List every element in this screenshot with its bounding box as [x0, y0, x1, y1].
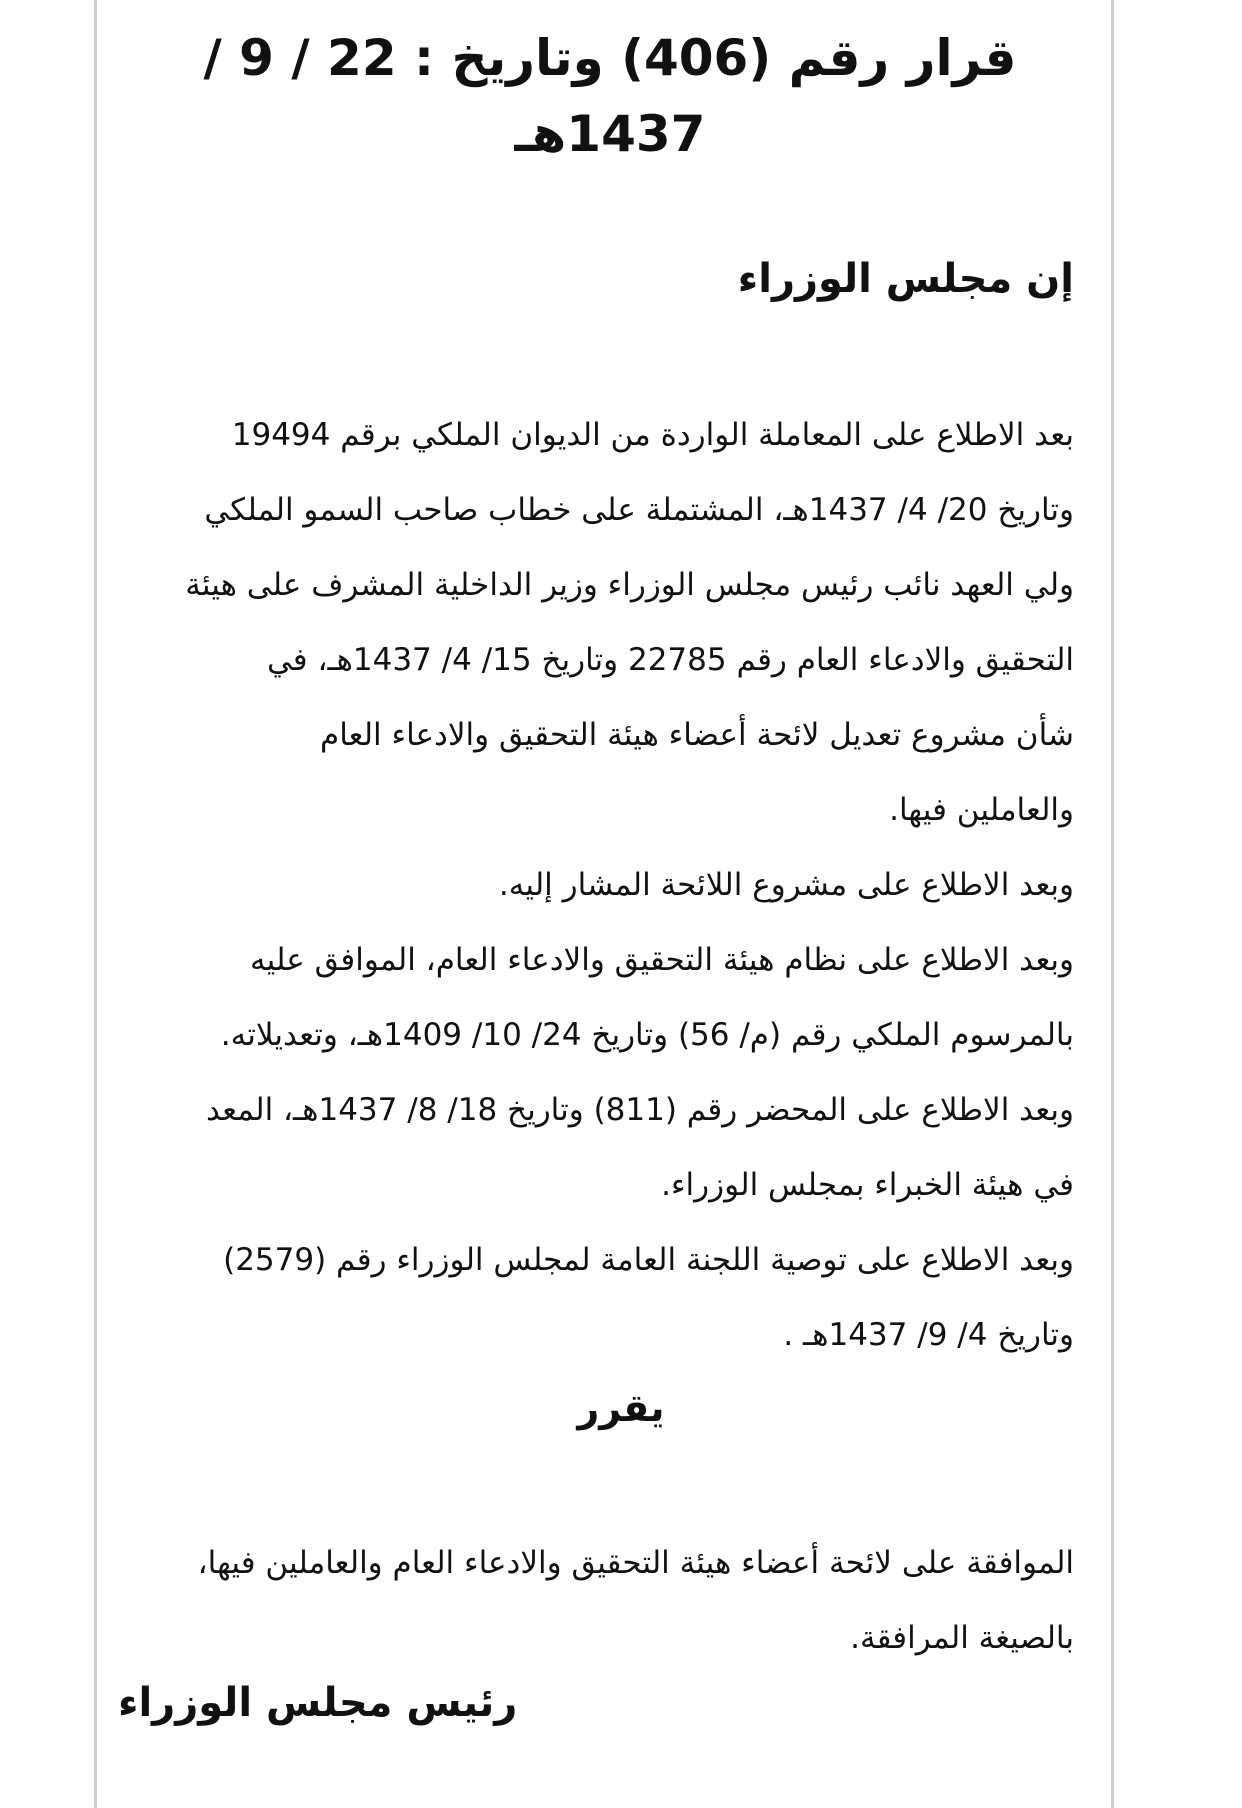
- preamble-line: وبعد الاطلاع على توصية اللجنة العامة لمجلس الوزراء رقم (2579): [223, 1242, 1074, 1278]
- preamble-line: التحقيق والادعاء العام رقم 22785 وتاريخ 15/ 4/ 1437هـ، في: [266, 642, 1074, 678]
- decides-heading: يقرر: [577, 1386, 665, 1430]
- signature-title: رئيس مجلس الوزراء: [118, 1680, 518, 1726]
- decision-text: [124, 1526, 1074, 1676]
- preamble-line: ولي العهد نائب رئيس مجلس الوزراء وزير الداخلية المشرف على هيئة: [185, 567, 1074, 603]
- preamble-line: والعاملين فيها.: [889, 792, 1074, 828]
- preamble-text: [124, 398, 1074, 1373]
- preamble-line: وبعد الاطلاع على المحضر رقم (811) وتاريخ 18/ 8/ 1437هـ، المعد: [205, 1092, 1074, 1128]
- title-line-2: 1437هـ: [514, 105, 706, 163]
- preamble-line: وتاريخ 4/ 9/ 1437هـ .: [783, 1317, 1074, 1353]
- preamble-line: وتاريخ 20/ 4/ 1437هـ، المشتملة على خطاب صاحب السمو الملكي: [204, 492, 1074, 528]
- decision-line: الموافقة على لائحة أعضاء هيئة التحقيق والادعاء العام والعاملين فيها،: [197, 1545, 1074, 1581]
- preamble-line: وبعد الاطلاع على نظام هيئة التحقيق والادعاء العام، الموافق عليه: [249, 942, 1074, 978]
- title-line-1: قرار رقم (406) وتاريخ : 22 / 9 /: [203, 29, 1017, 87]
- decision-title: [120, 20, 1100, 172]
- decision-line: بالصيغة المرافقة.: [850, 1620, 1074, 1656]
- preamble-line: بعد الاطلاع على المعاملة الواردة من الديوان الملكي برقم 19494: [231, 417, 1074, 453]
- preamble-line: وبعد الاطلاع على مشروع اللائحة المشار إليه.: [498, 867, 1074, 903]
- preamble-line: بالمرسوم الملكي رقم (م/ 56) وتاريخ 24/ 10/ 1409هـ، وتعديلاته.: [220, 1017, 1074, 1053]
- preamble-line: في هيئة الخبراء بمجلس الوزراء.: [661, 1167, 1074, 1203]
- preamble-line: شأن مشروع تعديل لائحة أعضاء هيئة التحقيق والادعاء العام: [320, 717, 1074, 753]
- council-heading: إن مجلس الوزراء: [737, 256, 1074, 302]
